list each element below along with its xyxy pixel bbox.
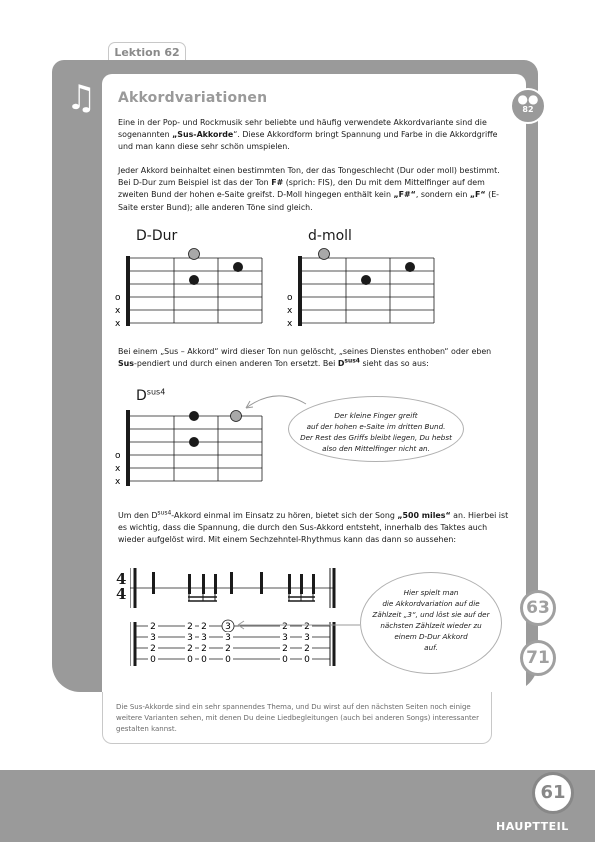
string-mark: x xyxy=(115,477,121,487)
nut xyxy=(126,410,130,486)
chord-diagram-d-dur xyxy=(112,246,282,330)
string-mark: x xyxy=(115,306,121,316)
svg-text:3: 3 xyxy=(282,633,288,643)
svg-text:2: 2 xyxy=(187,622,193,632)
paragraph-tonality: Jeder Akkord beinhaltet einen bestimmten Ton, der das Tongeschlecht (Dur oder moll) bestimmt. Bei D-Dur zum Beispiel ist das der Ton F# (sprich: FIS), den Du mit dem Mittelfinger auf dem zweiten Bund der hohen e-Saite greifst. D-Moll hingegen enthält kein „F#“, sondern ein „F“ (E-Saite erster Bund); alle anderen Töne sind gleich. xyxy=(118,166,500,212)
music-note-icon: ♫ xyxy=(66,78,97,118)
lesson-tab: Lektion 62 xyxy=(108,42,186,62)
svg-text:0: 0 xyxy=(304,655,310,665)
callout-arrow-2 xyxy=(232,616,362,636)
svg-text:2: 2 xyxy=(304,622,310,632)
paragraph-sus-explanation: Bei einem „Sus – Akkord“ wird dieser Ton nun gelöscht, „seines Dienstes enthoben“ oder eben Sus-pendiert und durch einen anderen Ton ersetzt. Bei $D^{sus4}$ sieht das so aus: xyxy=(118,347,492,369)
page-title: Akkordvariationen xyxy=(118,90,268,106)
rhythm-beams xyxy=(188,597,315,601)
paragraph-500-miles: Um den $D^{sus4}$-Akkord einmal im Einsatz zu hören, bietet sich der Song „500 miles“ an. Hierbei ist es wichtig, dass die Spannung, die durch den Sus-Akkord entsteht, innerhalb des Taktes auch wieder aufgelöst wird. Mit einem Sechzehntel-Rhythmus kann das dann so aussehen: xyxy=(118,509,509,545)
string-mark: x xyxy=(115,464,121,474)
finger-dot xyxy=(405,262,415,272)
svg-text:0: 0 xyxy=(201,655,207,665)
svg-text:3: 3 xyxy=(201,633,207,643)
svg-text:3: 3 xyxy=(304,633,310,643)
svg-text:2: 2 xyxy=(225,644,231,654)
paragraph-intro: Eine in der Pop- und Rockmusik sehr beliebte und häufig verwendete Akkordvariante sind die sogenannten „Sus-Akkorde“. Diese Akkordform bringt Spannung und Farbe in die Akkordgriffe und man kann diese sehr schön umspielen. xyxy=(118,118,498,152)
svg-text:3: 3 xyxy=(187,633,193,643)
finger-dot xyxy=(189,275,199,285)
page-number: 61 xyxy=(532,772,574,814)
svg-text:2: 2 xyxy=(304,644,310,654)
chord-diagram-d-moll xyxy=(284,246,454,330)
chord-title-d-dur: D-Dur xyxy=(136,228,178,244)
svg-text:3: 3 xyxy=(225,633,231,643)
svg-text:2: 2 xyxy=(150,622,156,632)
svg-text:3: 3 xyxy=(225,622,231,632)
svg-text:0: 0 xyxy=(282,655,288,665)
string-mark: o xyxy=(115,293,121,303)
svg-text:2: 2 xyxy=(150,644,156,654)
finger-dot xyxy=(189,437,199,447)
nut xyxy=(298,256,302,326)
side-ref-71[interactable]: 71 xyxy=(520,640,556,676)
rhythm-slashes xyxy=(152,572,315,594)
time-signature: 4 4 xyxy=(116,570,127,603)
string-mark: x xyxy=(287,306,293,316)
callout-little-finger: Der kleine Finger greift auf der hohen e-Saite im dritten Bund. Der Rest des Griffs bleibt liegen, Du hebst also den Mittelfinger nicht an. xyxy=(288,396,464,462)
svg-text:2: 2 xyxy=(201,622,207,632)
nut xyxy=(126,256,130,326)
string-mark: o xyxy=(287,293,293,303)
callout-count-three: Hier spielt man die Akkordvariation auf die Zählzeit „3“, und löst sie auf der nächsten Zählzeit wieder zu einem D-Dur Akkord auf. xyxy=(360,572,502,674)
video-badge-number: 82 xyxy=(522,105,534,114)
svg-text:0: 0 xyxy=(187,655,193,665)
chord-title-dsus4: $D^{sus4}$ xyxy=(136,387,166,404)
string-mark: o xyxy=(115,451,121,461)
svg-text:2: 2 xyxy=(282,644,288,654)
video-camera-icon: ●● xyxy=(517,92,539,106)
svg-text:0: 0 xyxy=(150,655,156,665)
finger-dot-grey xyxy=(189,249,200,260)
finger-dot xyxy=(233,262,243,272)
section-label: HAUPTTEIL xyxy=(496,820,569,833)
chord-title-d-moll: d-moll xyxy=(308,228,352,244)
svg-text:2: 2 xyxy=(201,644,207,654)
rhythm-staff xyxy=(130,566,350,610)
finger-dot xyxy=(361,275,371,285)
finger-dot-grey xyxy=(319,249,330,260)
string-mark: x xyxy=(115,319,121,329)
svg-text:0: 0 xyxy=(225,655,231,665)
svg-text:2: 2 xyxy=(282,622,288,632)
svg-text:2: 2 xyxy=(187,644,193,654)
finger-dot xyxy=(189,411,199,421)
side-ref-63[interactable]: 63 xyxy=(520,590,556,626)
footer-text: Die Sus-Akkorde sind ein sehr spannendes Thema, und Du wirst auf den nächsten Seiten noch einige weitere Varianten sehen, mit denen Du deine Liedbegleitungen (auch bei anderen Songs) interessanter gestalten kannst. xyxy=(116,703,479,733)
string-mark: x xyxy=(287,319,293,329)
video-badge[interactable] xyxy=(510,88,546,124)
svg-text:3: 3 xyxy=(150,633,156,643)
